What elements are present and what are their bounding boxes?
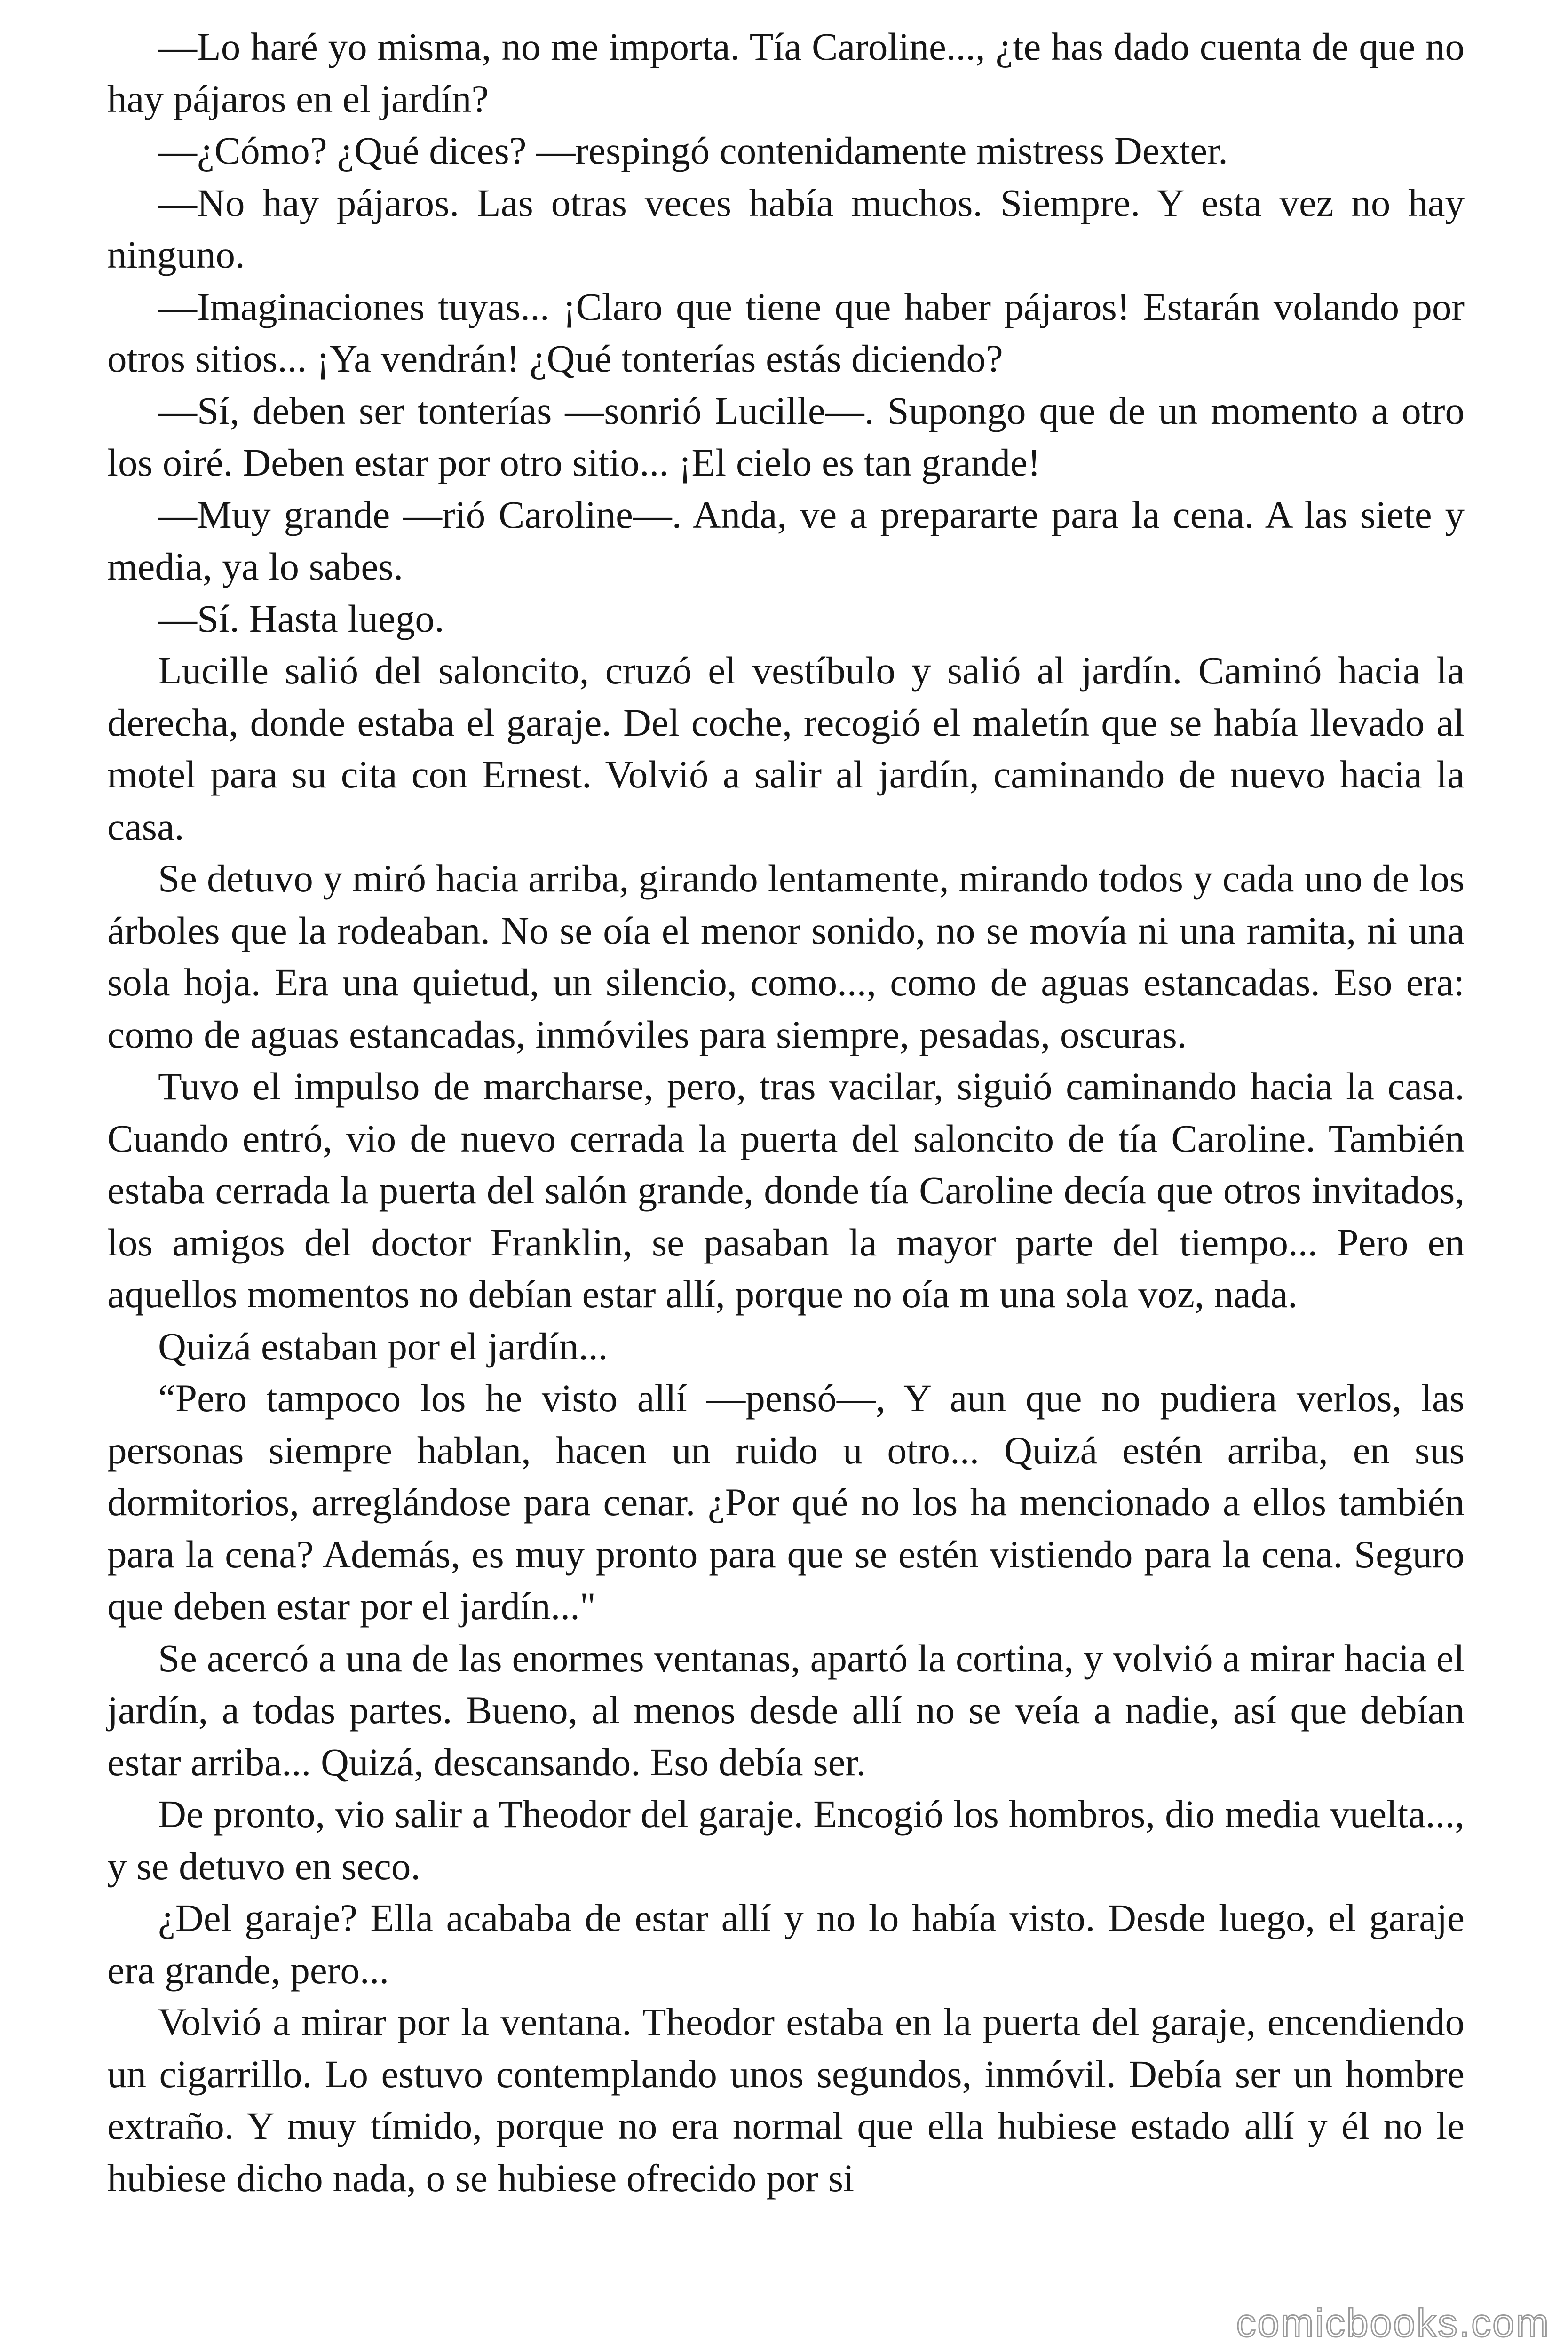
paragraph: Volvió a mirar por la ventana. Theodor estaba en la puerta del garaje, encendiendo un cigarrillo. Lo estuvo contemplando unos segundos, inmóvil. Debía ser un hombre extraño. Y muy tímido, porque no era normal que ella hubiese estado allí y él no le hubiese dicho nada, o se hubiese ofrecido por si xyxy=(107,2000,1465,2200)
paragraph: —Muy grande —rió Caroline—. Anda, ve a prepararte para la cena. A las siete y media, ya lo sabes. xyxy=(107,493,1465,588)
paragraph: —Lo haré yo misma, no me importa. Tía Caroline..., ¿te has dado cuenta de que no hay pájaros en el jardín? xyxy=(107,25,1465,120)
paragraph: Quizá estaban por el jardín... xyxy=(158,1324,608,1368)
paragraph: ¿Del garaje? Ella acababa de estar allí y no lo había visto. Desde luego, el garaje era grande, pero... xyxy=(107,1896,1465,1992)
paragraph: —Sí. Hasta luego. xyxy=(158,596,444,640)
paragraph: —Imaginaciones tuyas... ¡Claro que tiene que haber pájaros! Estarán volando por otros sitios... ¡Ya vendrán! ¿Qué tonterías estás diciendo? xyxy=(107,285,1465,380)
body-text xyxy=(107,21,1465,2204)
paragraph: —Sí, deben ser tonterías —sonrió Lucille—. Supongo que de un momento a otro los oiré. Deben estar por otro sitio... ¡El cielo es tan grande! xyxy=(107,389,1465,484)
watermark: comicbooks.com xyxy=(1236,2301,1550,2345)
paragraph: Se acercó a una de las enormes ventanas, apartó la cortina, y volvió a mirar hacia el jardín, a todas partes. Bueno, al menos desde allí no se veía a nadie, así que debían estar arriba... Quizá, descansando. Eso debía ser. xyxy=(107,1636,1465,1784)
paragraph: Tuvo el impulso de marcharse, pero, tras vacilar, siguió caminando hacia la casa. Cuando entró, vio de nuevo cerrada la puerta del saloncito de tía Caroline. También estaba cerrada la puerta del salón grande, donde tía Caroline decía que otros invitados, los amigos del doctor Franklin, se pasaban la mayor parte del tiempo... Pero en aquellos momentos no debían estar allí, porque no oía m una sola voz, nada. xyxy=(107,1065,1465,1316)
paragraph: —No hay pájaros. Las otras veces había muchos. Siempre. Y esta vez no hay ninguno. xyxy=(107,181,1465,276)
paragraph: Se detuvo y miró hacia arriba, girando lentamente, mirando todos y cada uno de los árboles que la rodeaban. No se oía el menor sonido, no se movía ni una ramita, ni una sola hoja. Era una quietud, un silencio, como..., como de aguas estancadas. Eso era: como de aguas estancadas, inmóviles para siempre, pesadas, oscuras. xyxy=(107,857,1465,1056)
paragraph: —¿Cómo? ¿Qué dices? —respingó contenidamente mistress Dexter. xyxy=(158,129,1228,172)
paragraph: Lucille salió del saloncito, cruzó el vestíbulo y salió al jardín. Caminó hacia la derecha, donde estaba el garaje. Del coche, recogió el maletín que se había llevado al motel para su cita con Ernest. Volvió a salir al jardín, caminando de nuevo hacia la casa. xyxy=(107,649,1465,848)
paragraph: “Pero tampoco los he visto allí —pensó—, Y aun que no pudiera verlos, las personas siempre hablan, hacen un ruido u otro... Quizá estén arriba, en sus dormitorios, arreglándose para cenar. ¿Por qué no los ha mencionado a ellos también para la cena? Además, es muy pronto para que se estén vistiendo para la cena. Seguro que deben estar por el jardín..." xyxy=(107,1376,1465,1628)
paragraph: De pronto, vio salir a Theodor del garaje. Encogió los hombros, dio media vuelta..., y se detuvo en seco. xyxy=(107,1792,1465,1888)
